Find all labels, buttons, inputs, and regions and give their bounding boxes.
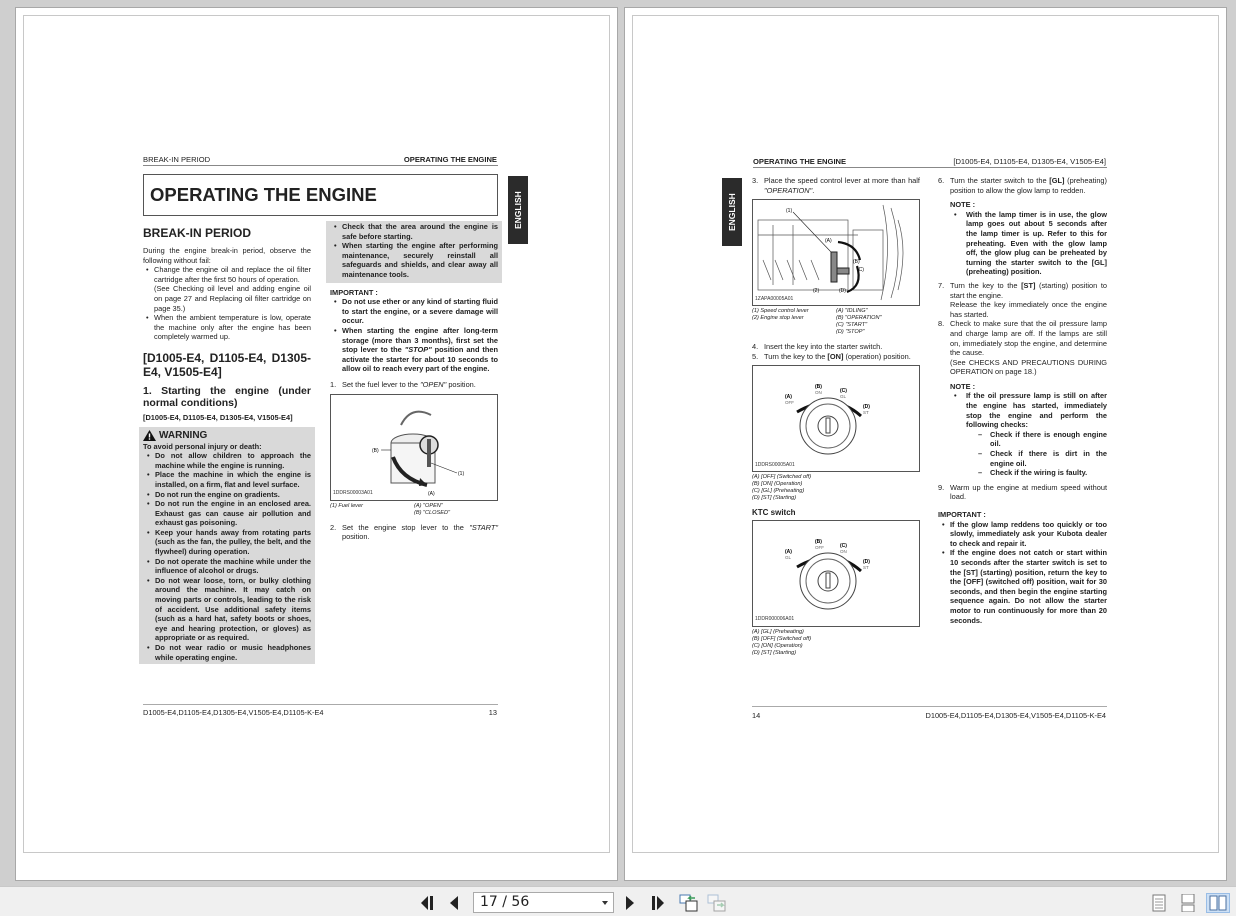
page-number-dropdown[interactable]: 17 / 56	[473, 892, 614, 913]
page-frame	[23, 15, 610, 853]
caption-row: (A) [GL] (Preheating)	[752, 628, 804, 635]
figure-id: 1ZAPA00005A01	[755, 295, 794, 302]
svg-text:(B): (B)	[372, 447, 379, 454]
running-header-right: OPERATING THE ENGINE	[403, 155, 497, 164]
list-item: • If the engine does not catch or start within 10 seconds after the starter switch is set to the [ST] (starting) position, return the key to the [OFF] (switched off) position, wait for 30 seconds, and then begin the engine starting sequence again. Do not allow the starter motor to run continuously for more than 20 seconds.	[942, 548, 1107, 625]
next-view-icon	[707, 893, 727, 913]
left-column	[752, 176, 920, 663]
first-page-icon	[420, 895, 436, 911]
page-13	[15, 7, 618, 881]
warning-title: WARNING	[159, 429, 208, 441]
caption-row: (1) Speed control lever (A) "IDLING"	[752, 308, 868, 315]
switch-position-label: (A)	[785, 394, 792, 401]
svg-text:(B): (B)	[853, 259, 860, 266]
continuous-view-button[interactable]	[1179, 893, 1197, 913]
figure-caption	[752, 308, 920, 336]
right-column	[330, 224, 498, 542]
list-item: • If the glow lamp reddens too quickly or too slowly, immediately ask your Kubota dealer to check and repair it.	[942, 520, 1107, 549]
step-5: 5. Turn the key to the [ON] (operation) position.	[752, 351, 911, 361]
chevron-down-icon	[602, 901, 608, 905]
right-column	[938, 176, 1107, 625]
list-item: • When starting the engine after long-term storage (more than 3 months), first set the stop lever to the "STOP" position and then activate the starter for about 10 seconds to allow oil to reach every part of the engine.	[334, 326, 498, 374]
step-4: 4. Insert the key into the starter switch.	[752, 342, 883, 352]
list-item: • Change the engine oil and replace the oil filter cartridge after the first 50 hours of operation. (See Checking oil level and adding engine oil on page 27 and Replacing oil filter cartridge on page 35.)	[146, 265, 311, 313]
warning-item: • Do not run the engine in an enclosed area. Exhaust gas can cause air pollution and exhaust gas poisoning.	[147, 499, 311, 528]
section-heading: BREAK-IN PERIOD	[143, 226, 252, 240]
warning-item: • Keep your hands away from rotating parts (such as the fan, the pulley, the belt, and the flywheel) during operation.	[147, 528, 311, 557]
step-9: 9. Warm up the engine at medium speed without load.	[938, 482, 1107, 502]
step-6: 6. Turn the starter switch to the [GL] (preheating) position to allow the glow lamp to redden. NOTE : • With the lamp timer is in use, the glow lamp goes out about 5 seconds after the lamp timer is up. Refer to this for preheating. Even with the glow lamp off, the glow plug can be preheated by turning the starter switch to the [GL] (preheating) position.	[938, 176, 1107, 277]
switch-position-code: ON	[840, 548, 847, 554]
first-page-button[interactable]	[418, 893, 438, 913]
caption-row: (D) [ST] (Starting)	[752, 649, 797, 656]
switch-position-label: (D)	[863, 558, 870, 565]
speed-lever-figure	[752, 199, 920, 306]
warning-item: • Do not run the engine on gradients.	[147, 490, 311, 500]
starter-switch-figure	[752, 365, 920, 472]
warning-item: • Do not allow children to approach the machine while the engine is running.	[147, 451, 311, 470]
next-page-icon	[625, 895, 635, 911]
important-label: IMPORTANT :	[938, 510, 986, 519]
key-switch-illustration	[753, 366, 919, 471]
warning-box	[139, 427, 315, 665]
caption-row: (B) [ON] (Operation)	[752, 481, 803, 488]
previous-view-icon	[679, 893, 699, 913]
step-3: 3. Place the speed control lever at more than half "OPERATION".	[752, 176, 920, 195]
page-14	[624, 7, 1227, 881]
list-item: • When starting the engine after performing maintenance, securely reinstall all safeguards and shields, and clear away all maintenance tools.	[334, 241, 498, 279]
running-header-left: BREAK-IN PERIOD	[143, 155, 211, 164]
single-page-view-button[interactable]	[1150, 893, 1168, 913]
figure-id: 1DDRS00003A01	[333, 489, 373, 496]
svg-text:(1): (1)	[786, 208, 793, 215]
switch-position-code: GL	[785, 554, 792, 560]
switch-position-label: (B)	[815, 384, 822, 391]
caption-row: (D) "STOP"	[836, 329, 865, 336]
switch-position-code: OFF	[815, 544, 824, 550]
note-text: • With the lamp timer is in use, the glow lamp goes out about 5 seconds after the lamp timer is up. Refer to this for preheating. Even with the glow lamp off, the glow plug can be preheated by turning the starter switch to the [GL] (preheating) position.	[954, 210, 1107, 277]
go-forward-view-button[interactable]	[706, 893, 728, 913]
single-page-icon	[1152, 894, 1166, 912]
next-page-button[interactable]	[622, 893, 638, 913]
language-tab: ENGLISH	[508, 176, 528, 244]
caption-row: (D) [ST] (Starting)	[752, 495, 797, 502]
check-item: – Check if the wiring is faulty.	[978, 468, 1107, 478]
svg-text:(A): (A)	[825, 238, 832, 245]
check-item: – Check if there is dirt in the engine oil.	[978, 449, 1107, 468]
note-label: NOTE :	[950, 381, 976, 391]
subsection-heading: 1. Starting the engine (under normal conditions)	[143, 384, 311, 409]
svg-text:(D): (D)	[839, 288, 846, 295]
warning-item: • Do not wear loose, torn, or bulky clothing around the machine. It may catch on moving parts or controls, leading to the risk of accident. Use additional safety items (such as a hard hat, safety boots or shoes, eye and hearing protection, or gloves) as appropriate or as required.	[147, 576, 311, 643]
switch-position-label: (D)	[863, 404, 870, 411]
ktc-switch-heading: KTC switch	[752, 508, 796, 518]
step-8: 8. Check to make sure that the oil pressure lamp and charge lamp are off. If the lamps are still on, immediately stop the engine, and determine the cause. (See CHECKS AND PRECAUTIONS DURING OPERATION on page 18.) NOTE : • If the oil pressure lamp is still on after the engine has started, immediately stop the engine and perform the following checks: – Check if there is enough engine oil. – Check if there is dirt in the engine oil. – Check if the wiring is faulty.	[938, 319, 1107, 478]
previous-page-button[interactable]	[446, 893, 462, 913]
chapter-title: OPERATING THE ENGINE	[143, 174, 498, 216]
switch-position-code: ON	[815, 390, 822, 396]
last-page-button[interactable]	[648, 893, 668, 913]
warning-item: • Do not operate the machine while under the influence of alcohol or drugs.	[147, 557, 311, 576]
two-page-view-button[interactable]	[1206, 893, 1230, 913]
page-frame	[632, 15, 1219, 853]
figure-id: 1DDR000006A01	[755, 616, 795, 623]
footer-models: D1005-E4,D1105-E4,D1305-E4,V1505-E4,D1105-K-E4	[925, 711, 1106, 720]
running-header-left: OPERATING THE ENGINE	[753, 157, 847, 166]
header-rule	[143, 165, 498, 166]
check-item: – Check if there is enough engine oil.	[978, 430, 1107, 449]
key-switch-illustration	[753, 521, 919, 626]
running-header-right: [D1005-E4, D1105-E4, D1305-E4, V1505-E4]	[953, 157, 1106, 166]
switch-position-label: (C)	[840, 542, 847, 549]
switch-position-code: GL	[840, 394, 847, 400]
two-page-icon	[1209, 895, 1227, 911]
svg-text:(C): (C)	[857, 267, 864, 274]
intro-text: During the engine break-in period, observe the following without fail:	[143, 246, 311, 265]
switch-position-code: ST	[863, 410, 869, 416]
warning-item: • Do not wear radio or music headphones while operating engine.	[147, 643, 311, 662]
figure-id: 1DDRS00005A01	[755, 461, 795, 468]
switch-position-label: (B)	[815, 538, 822, 545]
footer-rule	[143, 704, 498, 705]
warning-box-continued	[326, 221, 502, 283]
figure-caption	[752, 474, 920, 502]
list-item: • When the ambient temperature is low, operate the machine only after the engine has been completely warmed up.	[146, 313, 311, 342]
page-number: 13	[488, 708, 497, 717]
subsection-models: [D1005-E4, D1105-E4, D1305-E4, V1505-E4]	[143, 412, 293, 422]
caption-row: (C) [GL] (Preheating)	[752, 488, 805, 495]
footer-models: D1005-E4,D1105-E4,D1305-E4,V1505-E4,D1105-K-E4	[143, 708, 324, 717]
viewer-toolbar	[0, 886, 1236, 916]
page-number: 14	[752, 711, 761, 720]
figure-caption: (1) Fuel lever (A) "OPEN" (B) "CLOSED"	[330, 502, 450, 516]
warning-item: • Place the machine in which the engine is installed, on a firm, flat and level surface.	[147, 470, 311, 489]
svg-text:(1): (1)	[458, 470, 465, 477]
switch-position-code: OFF	[785, 400, 794, 406]
list-item: • Check that the area around the engine is safe before starting.	[334, 222, 498, 241]
caption-row: (2) Engine stop lever (B) "OPERATION"	[752, 315, 882, 322]
caption-row: (B) [OFF] (Switched off)	[752, 635, 812, 642]
note-text: • If the oil pressure lamp is still on after the engine has started, immediately stop the engine and perform the following checks: – Check if there is enough engine oil. – Check if there is dirt in the engine oil. – Check if the wiring is faulty.	[954, 391, 1107, 477]
models-heading: [D1005-E4, D1105-E4, D1305-E4, V1505-E4]	[143, 350, 311, 379]
switch-position-label: (A)	[785, 548, 792, 555]
footer-rule	[752, 706, 1107, 707]
step-2: 2. Set the engine stop lever to the "START" position.	[330, 522, 498, 542]
caption-row: (C) [ON] (Operation)	[752, 642, 803, 649]
step-1: 1. Set the fuel lever to the "OPEN" position.	[330, 379, 476, 389]
switch-position-label: (C)	[840, 388, 847, 395]
left-column	[143, 224, 311, 664]
fuel-filter-illustration	[331, 395, 497, 500]
note-label: NOTE :	[950, 200, 976, 210]
engine-illustration	[753, 200, 919, 305]
figure-caption	[752, 629, 920, 657]
svg-text:(2): (2)	[813, 288, 820, 295]
important-label: IMPORTANT :	[330, 287, 378, 297]
previous-page-icon	[449, 895, 459, 911]
caption-row: (C) "START"	[836, 322, 868, 329]
caption-row: (A) [OFF] (Switched off)	[752, 474, 812, 481]
step-7: 7. Turn the key to the [ST] (starting) position to start the engine. Release the key immediately once the engine has started.	[938, 280, 1107, 319]
fuel-lever-figure	[330, 394, 498, 501]
continuous-page-icon	[1181, 894, 1195, 912]
ktc-switch-figure	[752, 520, 920, 627]
go-back-view-button[interactable]	[678, 893, 700, 913]
warning-icon	[143, 430, 156, 441]
language-tab: ENGLISH	[722, 178, 742, 246]
warning-intro: To avoid personal injury or death:	[143, 441, 262, 451]
last-page-icon	[650, 895, 666, 911]
svg-text:(A): (A)	[428, 490, 435, 497]
header-rule	[753, 167, 1107, 168]
list-item: • Do not use ether or any kind of starting fluid to start the engine, or a severe damage will occur.	[334, 297, 498, 326]
switch-position-code: ST	[863, 564, 869, 570]
